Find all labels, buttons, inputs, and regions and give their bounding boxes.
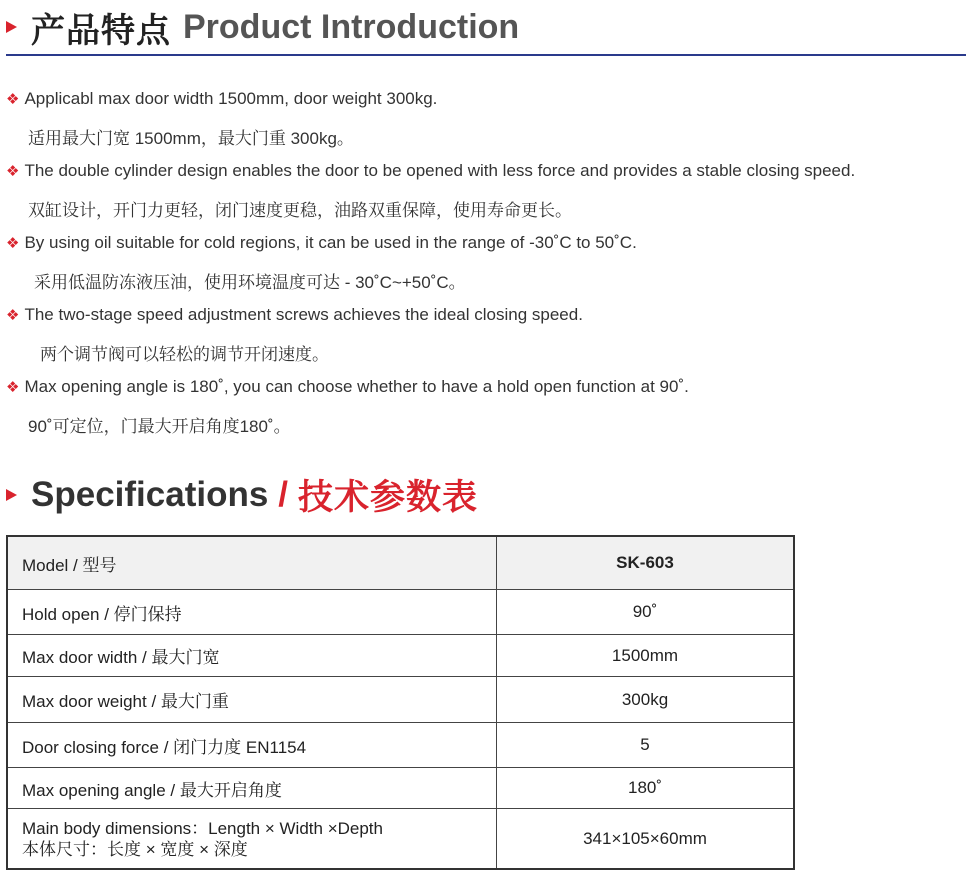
table-row: [7, 723, 794, 768]
row-label-cell: Max opening angle / 最大开启角度: [7, 768, 497, 809]
row-value-cell: 1500mm: [497, 635, 795, 677]
diamond-bullet-icon: ❖: [6, 163, 20, 180]
header-value-cell: SK-603: [497, 536, 795, 590]
feature-item: [6, 302, 966, 374]
specs-heading: [6, 470, 478, 520]
feature-item: [6, 374, 966, 446]
feature-item: [6, 230, 966, 302]
row-value-cell: 180˚: [497, 768, 795, 809]
feature-text-en: Applicabl max door width 1500mm, door weight 300kg.: [24, 89, 438, 108]
intro-title-cn: 产品特点: [31, 11, 171, 50]
feature-text-en: The two-stage speed adjustment screws achieves the ideal closing speed.: [24, 305, 583, 324]
table-row: [7, 635, 794, 677]
feature-item: [6, 158, 966, 230]
heading-divider: [6, 54, 966, 56]
row-label-cell: Hold open / 停门保持: [7, 590, 497, 635]
row-label-line-zh: 本体尺寸：长度 × 宽度 × 深度: [22, 839, 248, 859]
row-value-cell: 341×105×60mm: [497, 809, 795, 870]
row-label-line-en: Main body dimensions：Length × Width ×Depth: [22, 818, 383, 838]
table-row: [7, 590, 794, 635]
table-header-row: [7, 536, 794, 590]
feature-text-zh: 两个调节阀可以轻松的调节开闭速度。: [40, 345, 329, 364]
feature-item: [6, 86, 966, 158]
feature-text-en: The double cylinder design enables the door to be opened with less force and provides a stable closing speed.: [24, 161, 856, 180]
diamond-bullet-icon: ❖: [6, 307, 20, 324]
table-row: [7, 768, 794, 809]
triangle-marker-icon: [6, 21, 17, 33]
row-label-cell: Door closing force / 闭门力度 EN1154: [7, 723, 497, 768]
feature-list: [6, 86, 966, 446]
intro-title-en: Product Introduction: [183, 7, 520, 46]
diamond-bullet-icon: ❖: [6, 379, 20, 396]
row-value-cell: 90˚: [497, 590, 795, 635]
row-label-cell: Max door width / 最大门宽: [7, 635, 497, 677]
specs-title-en: Specifications: [31, 475, 269, 514]
spec-table: [6, 535, 795, 870]
feature-text-en: Max opening angle is 180˚, you can choose whether to have a hold open function at 90˚.: [24, 377, 689, 396]
table-row: [7, 677, 794, 723]
feature-text-zh: 双缸设计，开门力更轻，闭门速度更稳，油路双重保障，使用寿命更长。: [28, 201, 572, 220]
row-value-cell: 5: [497, 723, 795, 768]
triangle-marker-icon: [6, 489, 17, 501]
header-label-cell: Model / 型号: [7, 536, 497, 590]
feature-text-en: By using oil suitable for cold regions, it can be used in the range of -30˚C to 50˚C.: [24, 233, 637, 252]
feature-text-zh: 90˚可定位，门最大开启角度180˚。: [28, 417, 291, 436]
row-value-cell: 300kg: [497, 677, 795, 723]
row-label-cell: [7, 809, 497, 870]
row-label-cell: Max door weight / 最大门重: [7, 677, 497, 723]
intro-heading: [6, 4, 519, 50]
specs-title-cn: 技术参数表: [298, 478, 479, 517]
table-row: [7, 809, 794, 870]
feature-text-zh: 适用最大门宽 1500mm，最大门重 300kg。: [28, 129, 354, 148]
diamond-bullet-icon: ❖: [6, 91, 20, 108]
specs-title-separator: /: [278, 475, 289, 514]
diamond-bullet-icon: ❖: [6, 235, 20, 252]
feature-text-zh: 采用低温防冻液压油，使用环境温度可达 - 30˚C~+50˚C。: [34, 273, 466, 292]
